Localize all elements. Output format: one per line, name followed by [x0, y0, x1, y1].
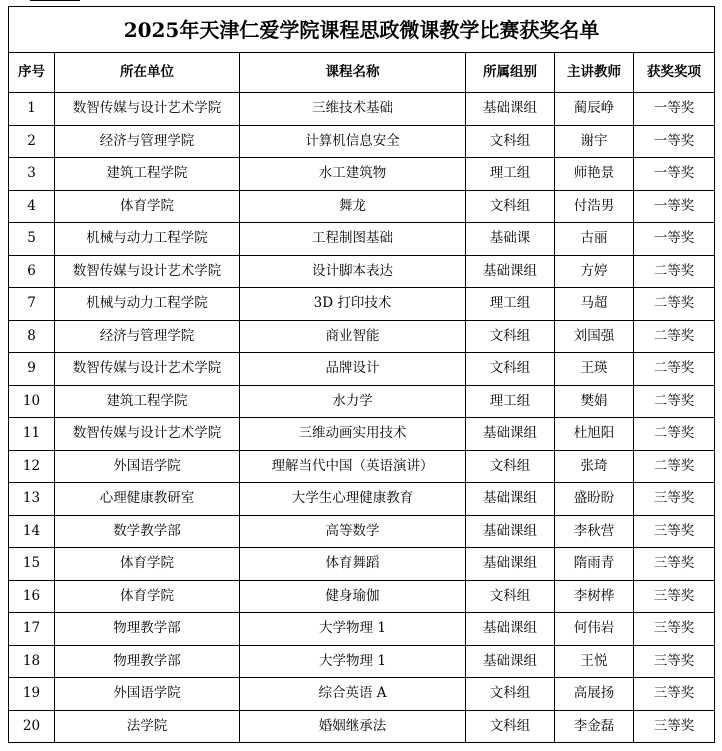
- cell-award: 三等奖: [634, 645, 715, 678]
- cell-course: 水力学: [240, 385, 466, 418]
- cell-teacher: 李金磊: [555, 710, 634, 743]
- cell-course: 高等数学: [240, 515, 466, 548]
- cell-serial: 18: [9, 645, 55, 678]
- cell-unit: 体育学院: [55, 190, 240, 223]
- cell-course: 综合英语 A: [240, 678, 466, 711]
- cell-serial: 17: [9, 613, 55, 646]
- cell-award: 二等奖: [634, 320, 715, 353]
- cell-teacher: 李秋营: [555, 515, 634, 548]
- cell-course: 大学物理 1: [240, 613, 466, 646]
- header-course: 课程名称: [240, 53, 466, 93]
- cell-serial: 5: [9, 223, 55, 256]
- cell-award: 一等奖: [634, 125, 715, 158]
- cell-teacher: 王瑛: [555, 353, 634, 386]
- cell-unit: 物理教学部: [55, 645, 240, 678]
- cell-unit: 外国语学院: [55, 450, 240, 483]
- table-row: [9, 613, 715, 646]
- cell-teacher: 方婷: [555, 255, 634, 288]
- table-row: [9, 190, 715, 223]
- cell-teacher: 樊娟: [555, 385, 634, 418]
- cell-teacher: 谢宇: [555, 125, 634, 158]
- cell-course: 理解当代中国（英语演讲）: [240, 450, 466, 483]
- cell-group: 文科组: [466, 125, 555, 158]
- cell-serial: 7: [9, 288, 55, 321]
- award-table: [8, 6, 715, 743]
- header-award: 获奖奖项: [634, 53, 715, 93]
- table-row: [9, 580, 715, 613]
- cell-award: 二等奖: [634, 385, 715, 418]
- cell-group: 基础课组: [466, 613, 555, 646]
- cell-course: 舞龙: [240, 190, 466, 223]
- cell-serial: 12: [9, 450, 55, 483]
- cell-group: 基础课组: [466, 255, 555, 288]
- table-row: [9, 418, 715, 451]
- cell-course: 3D 打印技术: [240, 288, 466, 321]
- header-unit: 所在单位: [55, 53, 240, 93]
- cell-award: 二等奖: [634, 288, 715, 321]
- cell-serial: 9: [9, 353, 55, 386]
- table-row: [9, 288, 715, 321]
- cell-serial: 2: [9, 125, 55, 158]
- cell-group: 文科组: [466, 190, 555, 223]
- cell-serial: 15: [9, 548, 55, 581]
- table-row: [9, 385, 715, 418]
- cell-course: 大学物理 1: [240, 645, 466, 678]
- cell-course: 健身瑜伽: [240, 580, 466, 613]
- top-border-fragment: [30, 0, 80, 3]
- table-row: [9, 158, 715, 191]
- cell-unit: 数智传媒与设计艺术学院: [55, 418, 240, 451]
- title-row: [9, 7, 715, 53]
- table-row: [9, 223, 715, 256]
- cell-teacher: 高展扬: [555, 678, 634, 711]
- cell-award: 三等奖: [634, 710, 715, 743]
- cell-serial: 11: [9, 418, 55, 451]
- table-row: [9, 645, 715, 678]
- table-row: [9, 515, 715, 548]
- cell-unit: 数学教学部: [55, 515, 240, 548]
- cell-award: 二等奖: [634, 353, 715, 386]
- header-group: 所属组别: [466, 53, 555, 93]
- cell-group: 文科组: [466, 353, 555, 386]
- cell-teacher: 隋雨青: [555, 548, 634, 581]
- cell-group: 基础课组: [466, 93, 555, 126]
- cell-serial: 16: [9, 580, 55, 613]
- cell-award: 三等奖: [634, 548, 715, 581]
- cell-group: 基础课组: [466, 418, 555, 451]
- cell-serial: 14: [9, 515, 55, 548]
- cell-group: 理工组: [466, 158, 555, 191]
- cell-course: 大学生心理健康教育: [240, 483, 466, 516]
- cell-serial: 13: [9, 483, 55, 516]
- page-title: 2025年天津仁爱学院课程思政微课教学比赛获奖名单: [9, 7, 715, 53]
- table-row: [9, 548, 715, 581]
- cell-serial: 3: [9, 158, 55, 191]
- cell-award: 二等奖: [634, 255, 715, 288]
- cell-unit: 心理健康教研室: [55, 483, 240, 516]
- cell-course: 体育舞蹈: [240, 548, 466, 581]
- cell-teacher: 马超: [555, 288, 634, 321]
- cell-group: 文科组: [466, 678, 555, 711]
- cell-group: 文科组: [466, 320, 555, 353]
- cell-unit: 建筑工程学院: [55, 385, 240, 418]
- cell-award: 一等奖: [634, 158, 715, 191]
- cell-teacher: 古丽: [555, 223, 634, 256]
- cell-award: 三等奖: [634, 483, 715, 516]
- cell-award: 二等奖: [634, 418, 715, 451]
- cell-teacher: 李树桦: [555, 580, 634, 613]
- cell-course: 三维动画实用技术: [240, 418, 466, 451]
- header-serial: 序号: [9, 53, 55, 93]
- cell-group: 文科组: [466, 450, 555, 483]
- table-row: [9, 483, 715, 516]
- cell-teacher: 王悦: [555, 645, 634, 678]
- cell-award: 一等奖: [634, 190, 715, 223]
- cell-group: 理工组: [466, 385, 555, 418]
- cell-group: 基础课组: [466, 483, 555, 516]
- cell-course: 水工建筑物: [240, 158, 466, 191]
- table-row: [9, 93, 715, 126]
- cell-teacher: 何伟岩: [555, 613, 634, 646]
- cell-unit: 机械与动力工程学院: [55, 223, 240, 256]
- cell-award: 一等奖: [634, 93, 715, 126]
- cell-unit: 数智传媒与设计艺术学院: [55, 93, 240, 126]
- cell-serial: 6: [9, 255, 55, 288]
- cell-unit: 体育学院: [55, 580, 240, 613]
- cell-unit: 建筑工程学院: [55, 158, 240, 191]
- cell-serial: 1: [9, 93, 55, 126]
- table-row: [9, 710, 715, 743]
- cell-teacher: 刘国强: [555, 320, 634, 353]
- cell-teacher: 盛盼盼: [555, 483, 634, 516]
- cell-course: 三维技术基础: [240, 93, 466, 126]
- cell-unit: 经济与管理学院: [55, 125, 240, 158]
- cell-course: 计算机信息安全: [240, 125, 466, 158]
- table-row: [9, 353, 715, 386]
- cell-teacher: 师艳景: [555, 158, 634, 191]
- cell-unit: 数智传媒与设计艺术学院: [55, 255, 240, 288]
- header-row: [9, 53, 715, 93]
- cell-course: 工程制图基础: [240, 223, 466, 256]
- cell-teacher: 杜旭阳: [555, 418, 634, 451]
- cell-award: 三等奖: [634, 678, 715, 711]
- cell-group: 基础课组: [466, 515, 555, 548]
- cell-course: 品牌设计: [240, 353, 466, 386]
- cell-group: 文科组: [466, 580, 555, 613]
- header-teacher: 主讲教师: [555, 53, 634, 93]
- table-row: [9, 678, 715, 711]
- cell-serial: 10: [9, 385, 55, 418]
- table-row: [9, 450, 715, 483]
- table-row: [9, 255, 715, 288]
- cell-course: 婚姻继承法: [240, 710, 466, 743]
- cell-award: 三等奖: [634, 580, 715, 613]
- cell-course: 商业智能: [240, 320, 466, 353]
- cell-serial: 20: [9, 710, 55, 743]
- cell-teacher: 付浩男: [555, 190, 634, 223]
- cell-course: 设计脚本表达: [240, 255, 466, 288]
- cell-group: 基础课: [466, 223, 555, 256]
- cell-unit: 机械与动力工程学院: [55, 288, 240, 321]
- cell-serial: 19: [9, 678, 55, 711]
- cell-award: 三等奖: [634, 515, 715, 548]
- cell-unit: 物理教学部: [55, 613, 240, 646]
- cell-teacher: 蔺辰峥: [555, 93, 634, 126]
- cell-group: 基础课组: [466, 645, 555, 678]
- cell-serial: 8: [9, 320, 55, 353]
- cell-unit: 外国语学院: [55, 678, 240, 711]
- cell-unit: 数智传媒与设计艺术学院: [55, 353, 240, 386]
- cell-award: 三等奖: [634, 613, 715, 646]
- cell-group: 基础课组: [466, 548, 555, 581]
- cell-unit: 法学院: [55, 710, 240, 743]
- cell-award: 二等奖: [634, 450, 715, 483]
- table-row: [9, 125, 715, 158]
- cell-group: 理工组: [466, 288, 555, 321]
- cell-teacher: 张琦: [555, 450, 634, 483]
- table-row: [9, 320, 715, 353]
- cell-serial: 4: [9, 190, 55, 223]
- cell-unit: 经济与管理学院: [55, 320, 240, 353]
- cell-unit: 体育学院: [55, 548, 240, 581]
- cell-group: 文科组: [466, 710, 555, 743]
- cell-award: 一等奖: [634, 223, 715, 256]
